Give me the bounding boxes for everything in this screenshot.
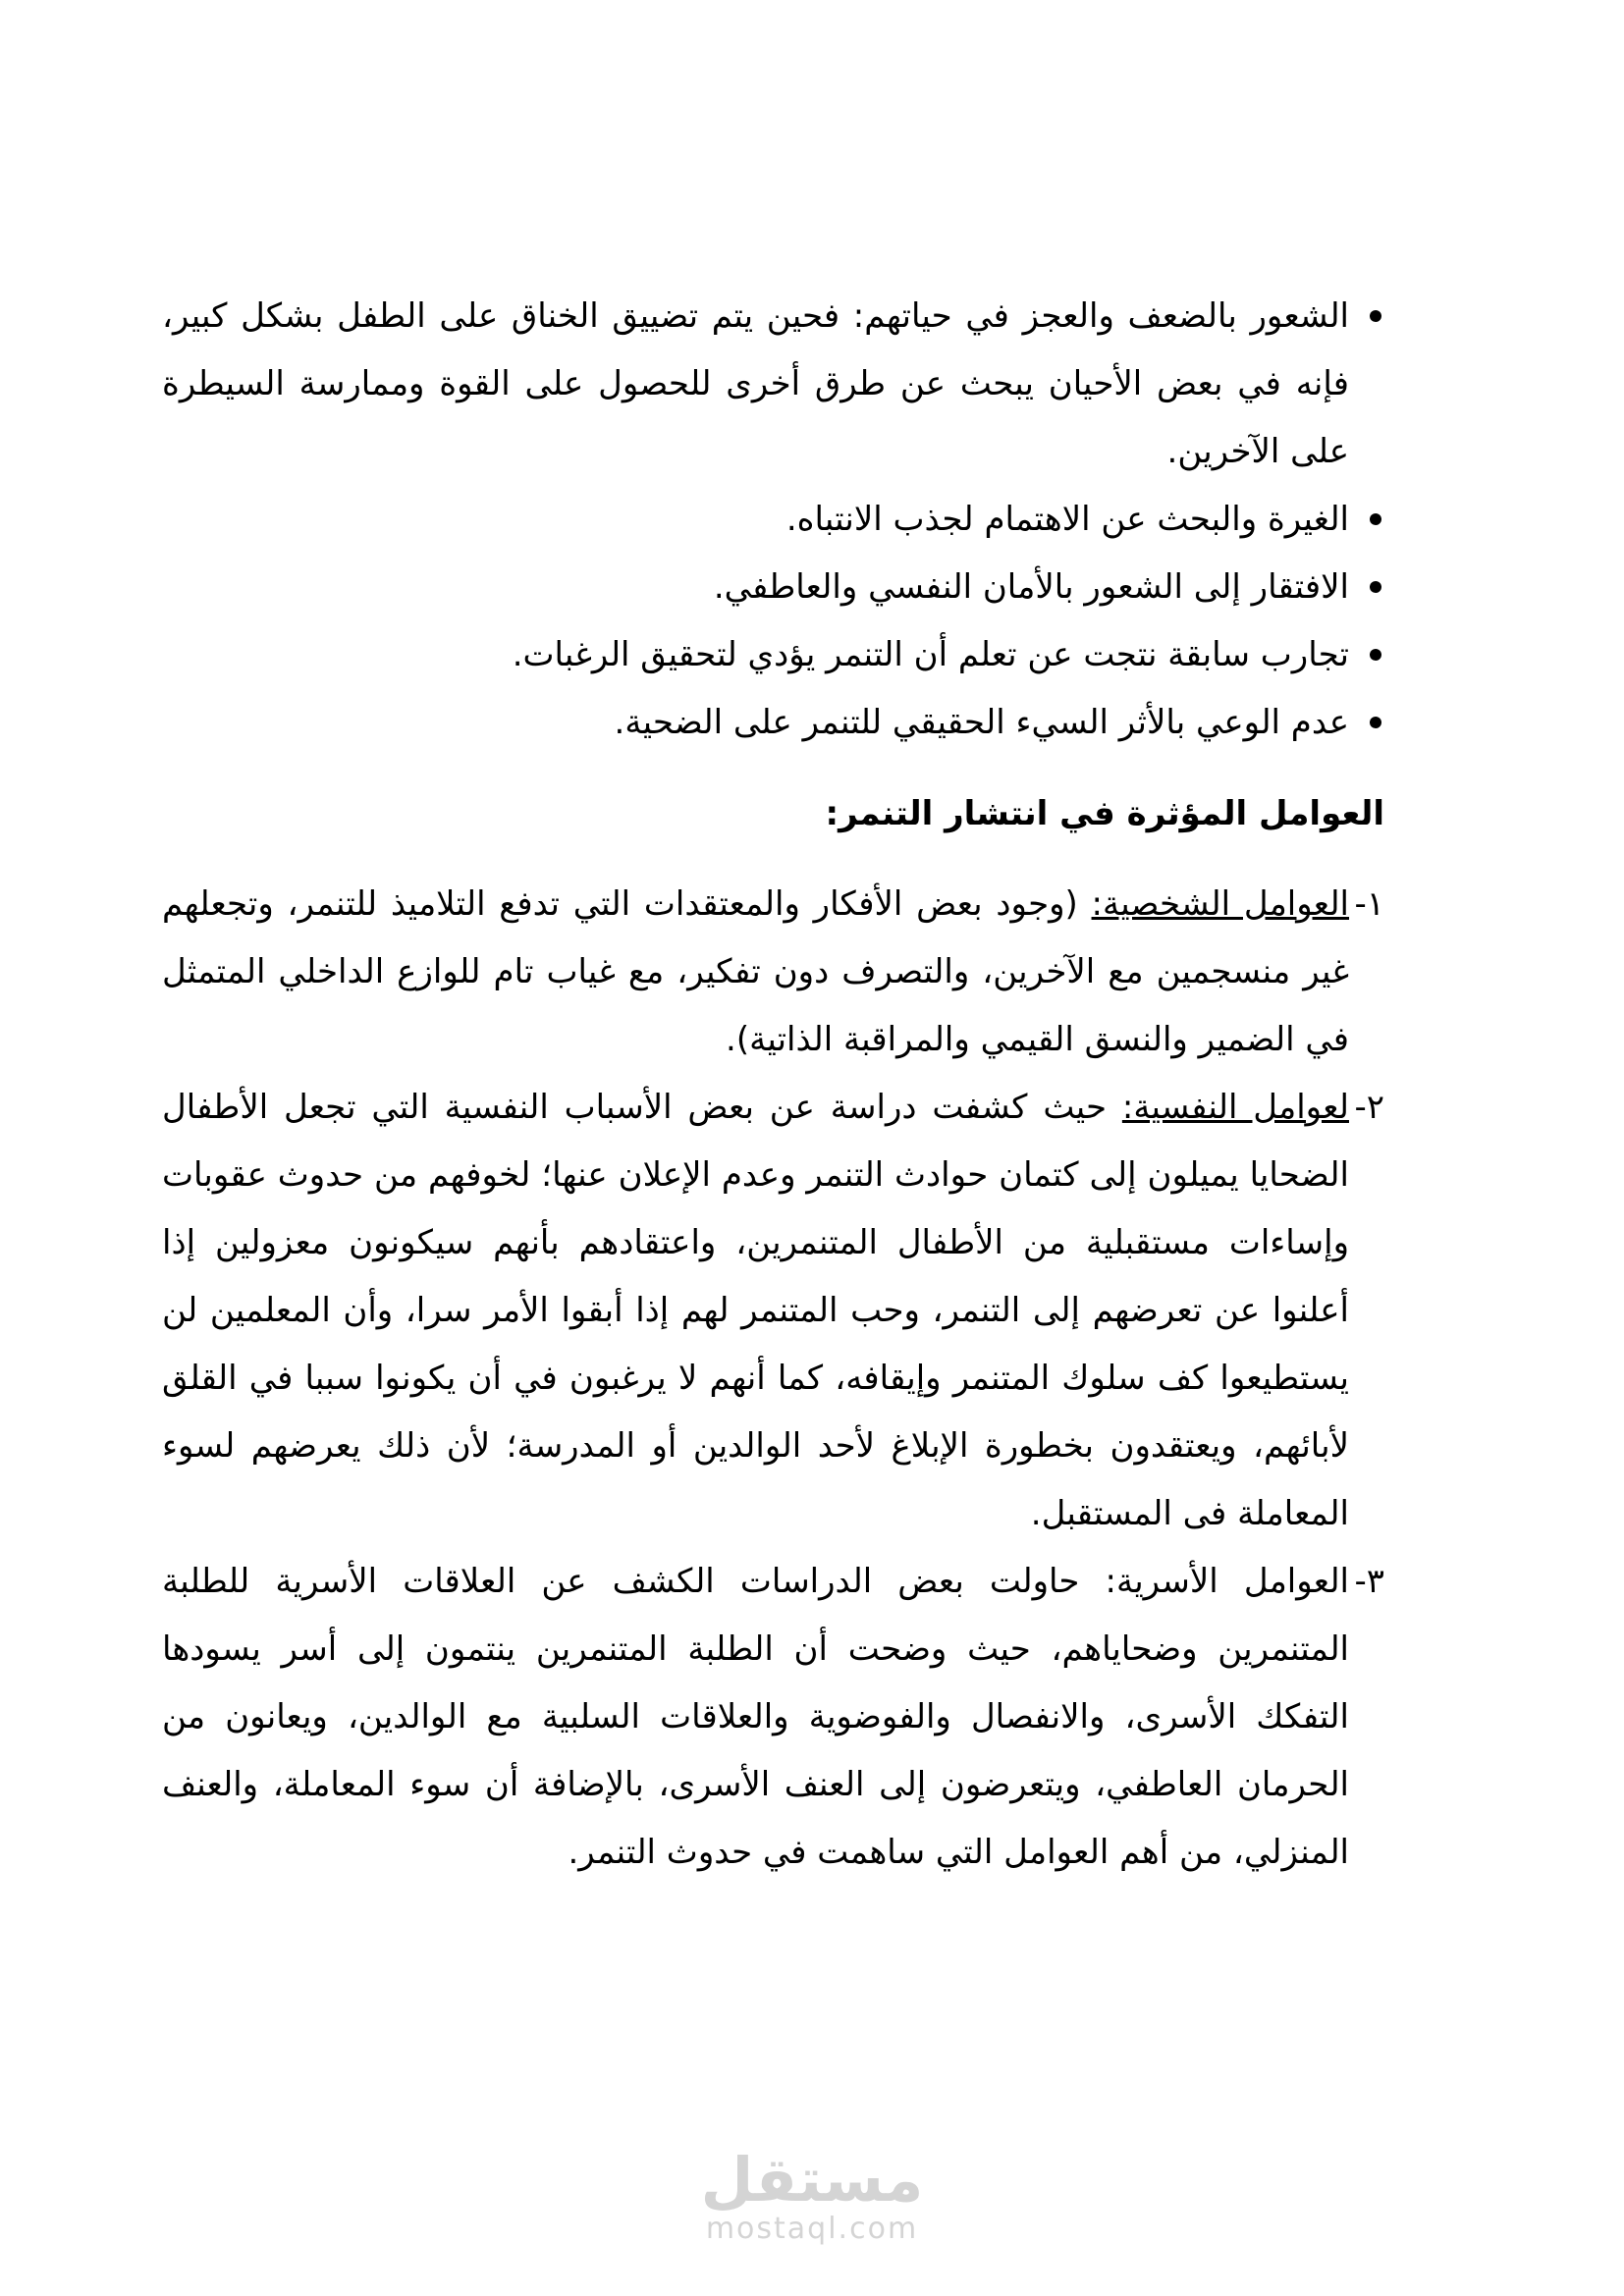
bullet-dot-icon (1370, 513, 1381, 525)
watermark (0, 2144, 1624, 2246)
bullet-dot-icon (1370, 649, 1381, 661)
item-number: ١- (1354, 884, 1385, 924)
numbered-item (162, 1074, 1384, 1548)
bullet-text: تجارب سابقة نتجت عن تعلم أن التنمر يؤدي لتحقيق الرغبات. (512, 635, 1349, 674)
watermark-site-text: mostaql.com (705, 2212, 919, 2246)
bullet-dot-icon (1370, 310, 1381, 322)
item-body: حاولت بعض الدراسات الكشف عن العلاقات الأسرية للطلبة المتنمرين وضحاياهم، حيث وضحت أن الطلبة المتنمرين ينتمون إلى أسر يسودها التفكك الأسرى، والانفصال والفوضوية والعلاقات السلبية مع الوالدين، ويعانون من الحرمان العاطفي، ويتعرضون إلى العنف الأسرى، بالإضافة أن سوء المعاملة، والعنف المنزلي، من أهم العوامل التي ساهمت في حدوث التنمر. (162, 1562, 1349, 1872)
bullet-list (162, 283, 1384, 757)
item-number: ٢- (1354, 1088, 1384, 1127)
item-lead: العوامل الشخصية: (1091, 884, 1350, 924)
item-body: (وجود بعض الأفكار والمعتقدات التي تدفع التلاميذ للتنمر، وتجعلهم غير منسجمين مع الآخرين، والتصرف دون تفكير، مع غياب تام للوازع الداخلي المتمثل في الضمير والنسق القيمي والمراقبة الذاتية). (162, 884, 1349, 1059)
bullet-text: الافتقار إلى الشعور بالأمان النفسي والعاطفي. (713, 567, 1349, 607)
section-heading: العوامل المؤثرة في انتشار التنمر: (825, 794, 1384, 833)
bullet-item (162, 554, 1384, 621)
numbered-item (162, 1548, 1384, 1887)
bullet-item (162, 689, 1384, 757)
item-lead: لعوامل النفسية: (1121, 1088, 1349, 1127)
bullet-item (162, 486, 1384, 554)
document-content (162, 283, 1384, 1887)
numbered-item (162, 871, 1384, 1074)
item-lead: العوامل الأسرية: (1105, 1562, 1350, 1601)
item-body: حيث كشفت دراسة عن بعض الأسباب النفسية التي تجعل الأطفال الضحايا يميلون إلى كتمان حوادث التنمر وعدم الإعلان عنها؛ لخوفهم من حدوث عقوبات وإساءات مستقبلية من الأطفال المتنمرين، واعتقادهم بأنهم سيكونون معزولين إذا أعلنوا عن تعرضهم إلى التنمر، وحب المتنمر لهم إذا أبقوا الأمر سرا، وأن المعلمين لن يستطيعوا كف سلوك المتنمر وإيقافه، كما أنهم لا يرغبون في أن يكونوا سببا في القلق لأبائهم، ويعتقدون بخطورة الإبلاغ لأحد الوالدين أو المدرسة؛ لأن ذلك يعرضهم لسوء المعاملة فى المستقبل. (162, 1088, 1349, 1533)
bullet-dot-icon (1370, 717, 1381, 728)
bullet-text: عدم الوعي بالأثر السيء الحقيقي للتنمر على الضحية. (614, 703, 1349, 742)
bullet-item (162, 621, 1384, 689)
mostaql-logo: مستقل (700, 2144, 924, 2216)
bullet-text: الغيرة والبحث عن الاهتمام لجذب الانتباه. (785, 500, 1349, 539)
item-number: ٣- (1354, 1562, 1385, 1601)
bullet-dot-icon (1370, 581, 1381, 593)
bullet-item (162, 283, 1384, 486)
bullet-text: الشعور بالضعف والعجز في حياتهم: فحين يتم تضييق الخناق على الطفل بشكل كبير، فإنه في بعض الأحيان يبحث عن طرق أخرى للحصول على القوة وممارسة السيطرة على الآخرين. (162, 296, 1349, 471)
